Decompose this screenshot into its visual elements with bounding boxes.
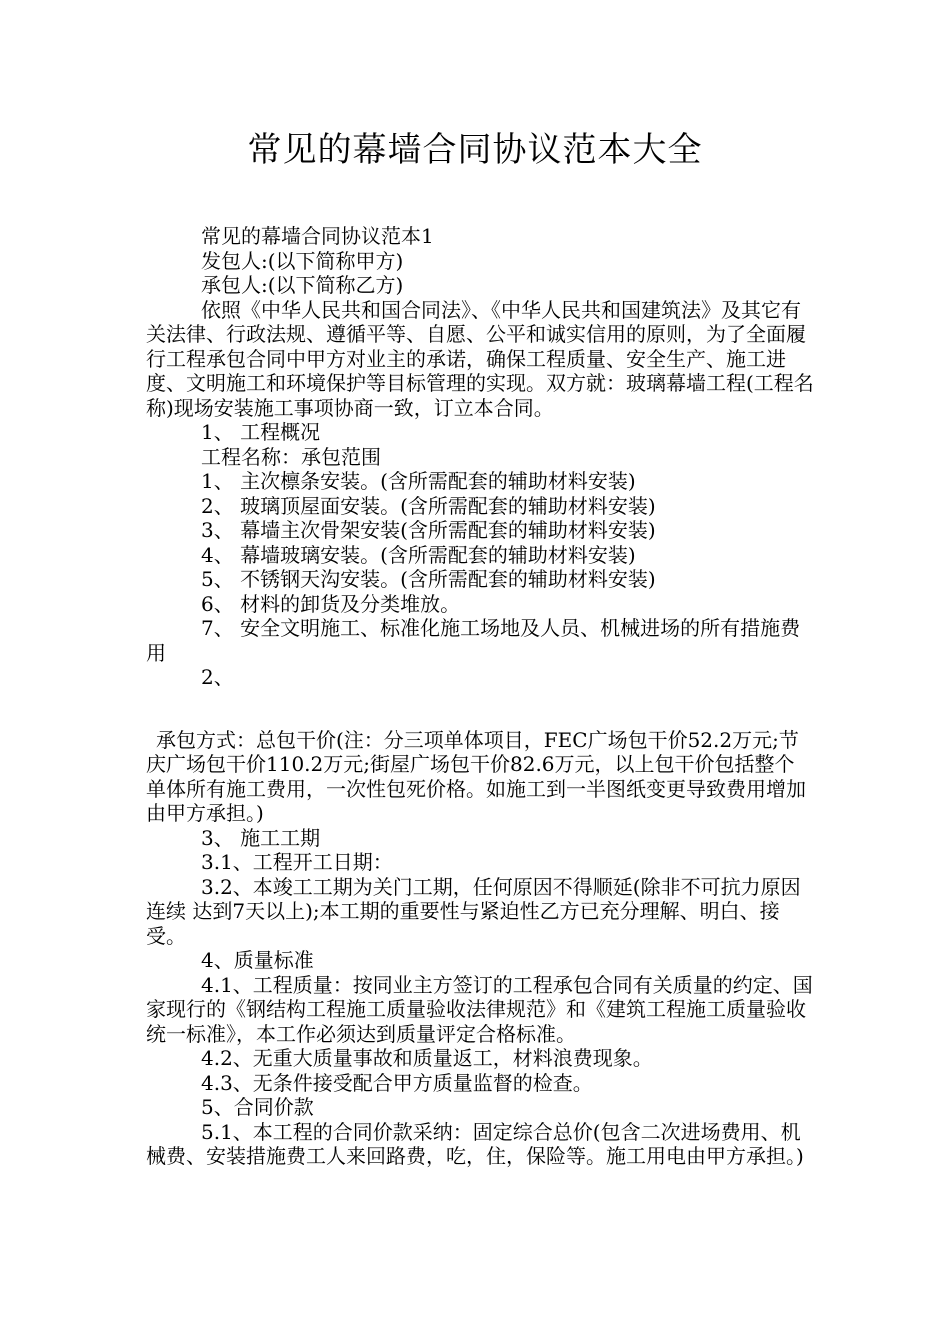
clause-1-heading: 1、 工程概况 xyxy=(201,420,321,444)
document-body xyxy=(146,224,814,1169)
party-b-line: 承包人:(以下简称乙方) xyxy=(201,273,404,297)
scope-item-5: 5、 不锈钢天沟安装。(含所需配套的辅助材料安装) xyxy=(201,567,656,591)
preamble-paragraph: 依照《中华人民共和国合同法》、《中华人民共和国建筑法》及其它有关法律、行政法规、遵循平等、自愿、公平和诚实信用的原则，为了全面履行工程承包合同中甲方对业主的承诺，确保工程质量、安全生产、施工进度、文明施工和环境保护等目标管理的实现。双方就：玻璃幕墙工程(工程名称)现场安装施工事项协商一致，订立本合同。 xyxy=(146,297,814,420)
clause-5-1: 5.1、本工程的合同价款采纳：固定综合总价(包含二次进场费用、机械费、安装措施费工人来回路费，吃，住，保险等。施工用电由甲方承担。) xyxy=(146,1119,804,1168)
document-title: 常见的幕墙合同协议范本大全 xyxy=(247,130,703,170)
scope-item-3: 3、 幕墙主次骨架安装(含所需配套的辅助材料安装) xyxy=(201,518,656,542)
scope-item-4: 4、 幕墙玻璃安装。(含所需配套的辅助材料安装) xyxy=(201,542,636,567)
clause-4-3: 4.3、无条件接受配合甲方质量监督的检查。 xyxy=(201,1070,593,1095)
clause-5-heading: 5、合同价款 xyxy=(201,1095,314,1119)
scope-item-1: 1、 主次檩条安装。(含所需配套的辅助材料安装) xyxy=(201,469,636,493)
project-name-line: 工程名称：承包范围 xyxy=(201,444,381,469)
clause-4-heading: 4、质量标准 xyxy=(201,948,314,972)
scope-item-2: 2、 玻璃顶屋面安装。(含所需配套的辅助材料安装) xyxy=(201,493,656,518)
clause-3-heading: 3、 施工工期 xyxy=(201,825,321,850)
clause-2-heading: 2、 xyxy=(201,665,234,689)
scope-item-6: 6、 材料的卸货及分类堆放。 xyxy=(201,591,461,616)
blank-spacer xyxy=(146,690,814,728)
contract-method-paragraph: 承包方式：总包干价(注：分三项单体项目，FEC广场包干价52.2万元;节庆广场包干价110.2万元;街屋广场包干价82.6万元，以上包干价包括整个单体所有施工费用，一次性包死价格。如施工到一半图纸变更导致费用增加由甲方承担。) xyxy=(146,727,806,825)
clause-4-1: 4.1、工程质量：按同业主方签订的工程承包合同有关质量的约定、国家现行的《钢结构工程施工质量验收法律规范》和《建筑工程施工质量验收统一标准》，本工作必须达到质量评定合格标准。 xyxy=(146,972,813,1046)
scope-item-7: 7、 安全文明施工、标准化施工场地及人员、机械进场的所有措施费用 xyxy=(146,616,801,665)
clause-4-2: 4.2、无重大质量事故和质量返工，材料浪费现象。 xyxy=(201,1046,653,1070)
clause-3-1: 3.1、工程开工日期： xyxy=(201,850,393,874)
section-heading-template-1: 常见的幕墙合同协议范本1 xyxy=(201,224,434,248)
clause-3-2: 3.2、本竣工工期为关门工期，任何原因不得顺延(除非不可抗力原因连续 达到7天以上);本工期的重要性与紧迫性乙方已充分理解、明白、接受。 xyxy=(146,874,801,948)
party-a-line: 发包人:(以下简称甲方) xyxy=(201,248,404,273)
